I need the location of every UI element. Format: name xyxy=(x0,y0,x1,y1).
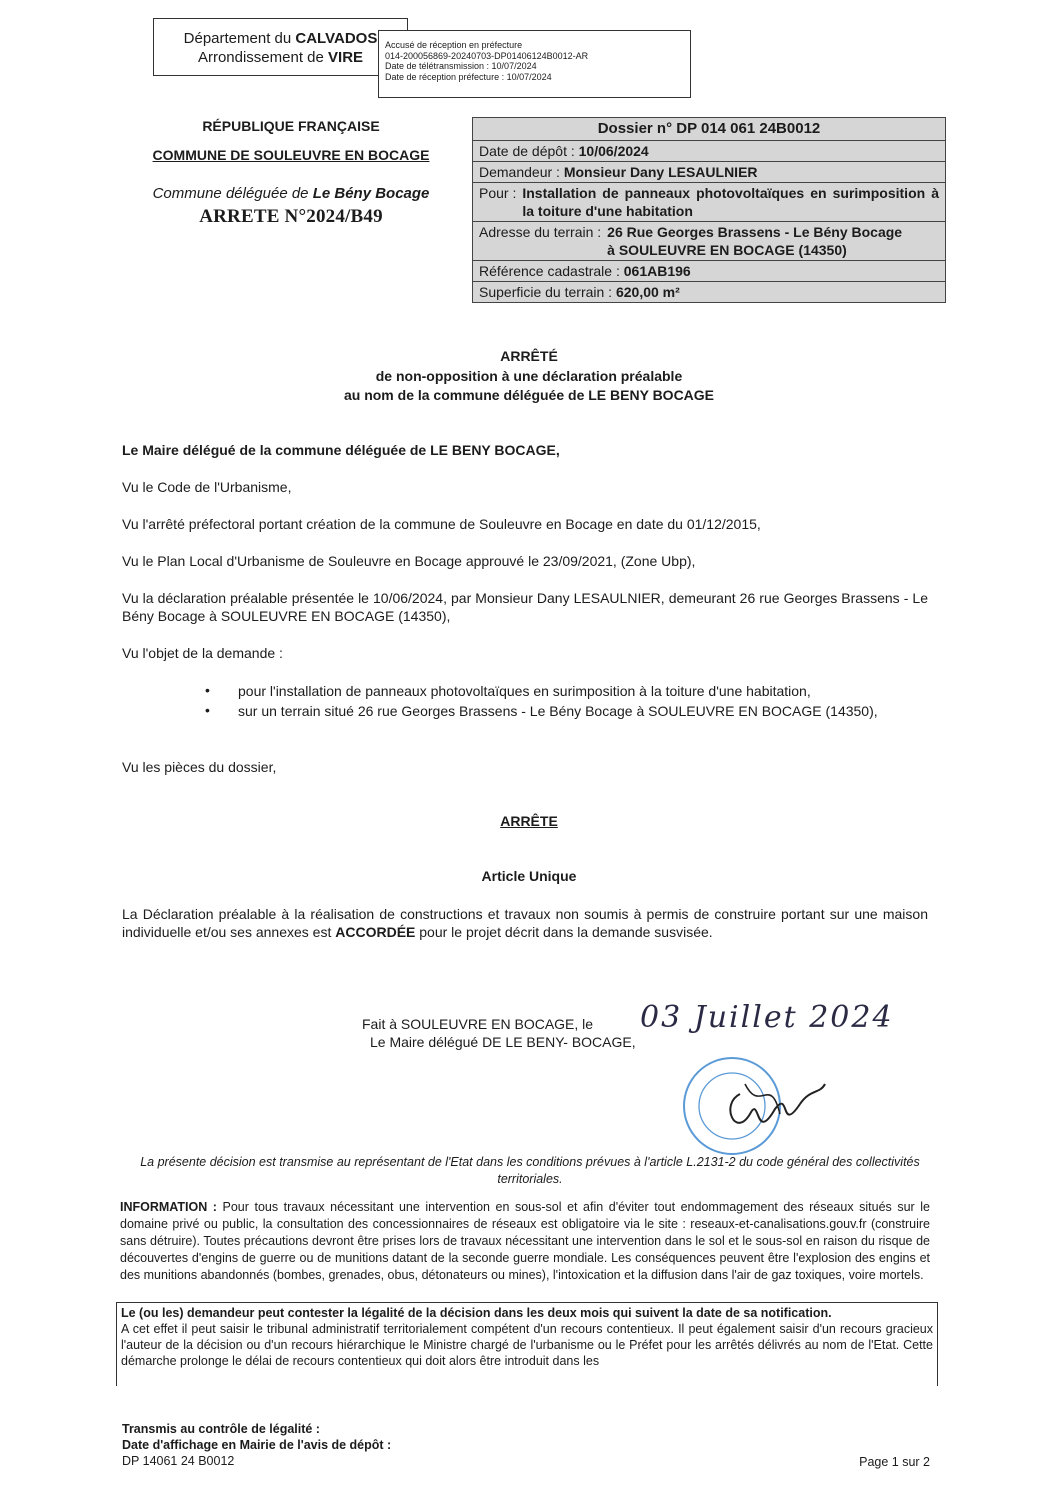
transmission-note: La présente décision est transmise au représentant de l'Etat dans les conditions prévues à l'article L.2131-2 du code général des collectivités territoriales. xyxy=(140,1155,920,1186)
fait-a: Fait à SOULEUVRE EN BOCAGE, le xyxy=(362,1016,594,1032)
article-text-2: pour le projet décrit dans la demande susvisée. xyxy=(415,924,713,940)
pour-value: Installation de panneaux photovoltaïques en surimposition à la toiture d'une habitation xyxy=(522,185,939,219)
arrete-subtitle-2: au nom de la commune déléguée de LE BENY BOCAGE xyxy=(343,387,715,403)
dept-name: CALVADOS xyxy=(295,30,378,47)
article-accordee: ACCORDÉE xyxy=(335,924,416,940)
demandeur-label: Demandeur : xyxy=(479,164,564,180)
article-text-1: La Déclaration préalable à la réalisation de constructions et travaux non soumis à permis de construire portant sur une maison individuelle et/ou ses annexes est xyxy=(122,906,928,940)
dossier-title: Dossier n° DP 014 061 24B0012 xyxy=(473,118,945,141)
dossier-row-pour xyxy=(473,183,945,222)
dossier-row-depot xyxy=(473,141,945,162)
cadastre-value: 061AB196 xyxy=(623,263,691,279)
info-label: INFORMATION : xyxy=(120,1200,217,1214)
bullet-2-marker: • xyxy=(205,702,210,718)
reception-line-1: Accusé de réception en préfecture xyxy=(385,40,523,50)
delegated-prefix: Commune déléguée de xyxy=(152,185,313,202)
republic-heading: RÉPUBLIQUE FRANÇAISE xyxy=(202,118,380,134)
dossier-row-adresse xyxy=(473,222,945,261)
delegated-commune xyxy=(120,185,462,202)
dossier-row-superficie xyxy=(473,282,945,302)
recours-text: A cet effet il peut saisir le tribunal administratif territorialement compétent d'un recours contentieux. Il peut également saisir d'un recours gracieux l'auteur de la décision ou d'un recours hiérarchique le Ministre chargé de l'urbanisme ou le Préfet pour les arrêtés délivrés au nom de l'Etat. Cette démarche prolonge le délai de recours contentieux qui doit alors être introduit dans les xyxy=(121,1322,933,1368)
bullet-2-text: sur un terrain situé 26 rue Georges Brassens - Le Bény Bocage à SOULEUVRE EN BOCAGE (14350), xyxy=(238,703,878,719)
depot-value: 10/06/2024 xyxy=(578,143,649,159)
arrete-title: ARRÊTÉ xyxy=(500,348,558,364)
dept-prefix: Département du xyxy=(183,30,296,47)
arrond-prefix: Arrondissement de xyxy=(197,49,329,66)
reception-line-4: Date de réception préfecture : 10/07/2024 xyxy=(385,71,552,82)
mairie-stamp-and-signature xyxy=(680,1054,830,1164)
arrete-heading: ARRÊTE xyxy=(500,813,558,829)
footer-affichage: Date d'affichage en Mairie de l'avis de dépôt : xyxy=(122,1438,392,1452)
vu-plu: Vu le Plan Local d'Urbanisme de Souleuvre en Bocage approuvé le 23/09/2021, (Zone Ubp), xyxy=(122,553,696,569)
bullet-1-text: pour l'installation de panneaux photovoltaïques en surimposition à la toiture d'une habitation, xyxy=(238,683,811,699)
adresse-value-1: 26 Rue Georges Brassens - Le Bény Bocage xyxy=(607,224,903,240)
vu-objet: Vu l'objet de la demande : xyxy=(122,645,283,661)
vu-code-urbanisme: Vu le Code de l'Urbanisme, xyxy=(122,479,292,495)
info-text: Pour tous travaux nécessitant une intervention en sous-sol et afin d'éviter tout endommagement des réseaux situés sur le domaine privé ou public, la consultation des concessionnaires de réseaux est obligatoire via le site : reseaux-et-canalisations.gouv.fr (construire sans détruire). Toutes précautions devront être prises lors de travaux nécessitant une intervention dans le sol et le sous-sol en raison du risque de découvertes d'engins de guerre ou de munitions datant de la seconde guerre mondiale. Les conséquences peuvent être l'explosion des engins et des munitions abandonnés (bombes, grenades, obus, détonateurs ou mines), l'intoxication et la diffusion dans l'air de gaz toxiques, voire mortels. xyxy=(120,1200,930,1282)
article-text xyxy=(122,905,928,941)
vu-pieces: Vu les pièces du dossier, xyxy=(122,759,277,775)
recours-box xyxy=(116,1302,938,1386)
arrete-number: ARRETE N°2024/B49 xyxy=(199,206,383,227)
vu-arrete-prefectoral: Vu l'arrêté préfectoral portant création de la commune de Souleuvre en Bocage en date du 01/12/2015, xyxy=(122,516,761,532)
recours-bold: Le (ou les) demandeur peut contester la légalité de la décision dans les deux mois qui suivent la date de sa notification. xyxy=(121,1306,832,1320)
prefecture-reception-box xyxy=(378,30,691,98)
footer-transmis: Transmis au contrôle de légalité : xyxy=(122,1422,320,1436)
depot-label: Date de dépôt : xyxy=(479,143,579,159)
signature-maire: Le Maire délégué DE LE BENY- BOCAGE, xyxy=(370,1034,636,1050)
commune-heading: COMMUNE DE SOULEUVRE EN BOCAGE xyxy=(152,147,430,163)
handwritten-date: 03 Juillet 2024 xyxy=(640,1000,894,1035)
arrete-subtitle-1: de non-opposition à une déclaration préalable xyxy=(375,368,683,384)
vu-declaration: Vu la déclaration préalable présentée le 10/06/2024, par Monsieur Dany LESAULNIER, demeurant 26 rue Georges Brassens - Le Bény Bocage à SOULEUVRE EN BOCAGE (14350), xyxy=(122,590,928,624)
superficie-label: Superficie du terrain : xyxy=(479,284,616,300)
delegated-name: Le Bény Bocage xyxy=(312,185,430,202)
dossier-table xyxy=(472,117,946,303)
information-paragraph xyxy=(120,1199,930,1284)
demandeur-value: Monsieur Dany LESAULNIER xyxy=(563,164,758,180)
dossier-row-cadastre xyxy=(473,261,945,282)
page-number: Page 1 sur 2 xyxy=(859,1455,930,1469)
dossier-row-demandeur xyxy=(473,162,945,183)
adresse-value-2: à SOULEUVRE EN BOCAGE (14350) xyxy=(607,242,847,258)
superficie-value: 620,00 m² xyxy=(615,284,680,300)
article-heading: Article Unique xyxy=(481,868,577,884)
bullet-1-marker: • xyxy=(205,682,210,698)
adresse-label: Adresse du terrain : xyxy=(479,224,602,240)
footer-dossier-ref: DP 14061 24 B0012 xyxy=(122,1454,235,1468)
adresse-value xyxy=(607,223,939,259)
department-box xyxy=(153,18,408,76)
reception-line-3: Date de télétransmission : 10/07/2024 xyxy=(385,61,537,71)
maire-line: Le Maire délégué de la commune déléguée de LE BENY BOCAGE, xyxy=(122,442,560,458)
arrond-name: VIRE xyxy=(328,49,364,66)
cadastre-label: Référence cadastrale : xyxy=(479,263,624,279)
pour-label: Pour : xyxy=(479,185,517,201)
reception-line-2: 014-200056869-20240703-DP01406124B0012-AR xyxy=(385,50,589,61)
